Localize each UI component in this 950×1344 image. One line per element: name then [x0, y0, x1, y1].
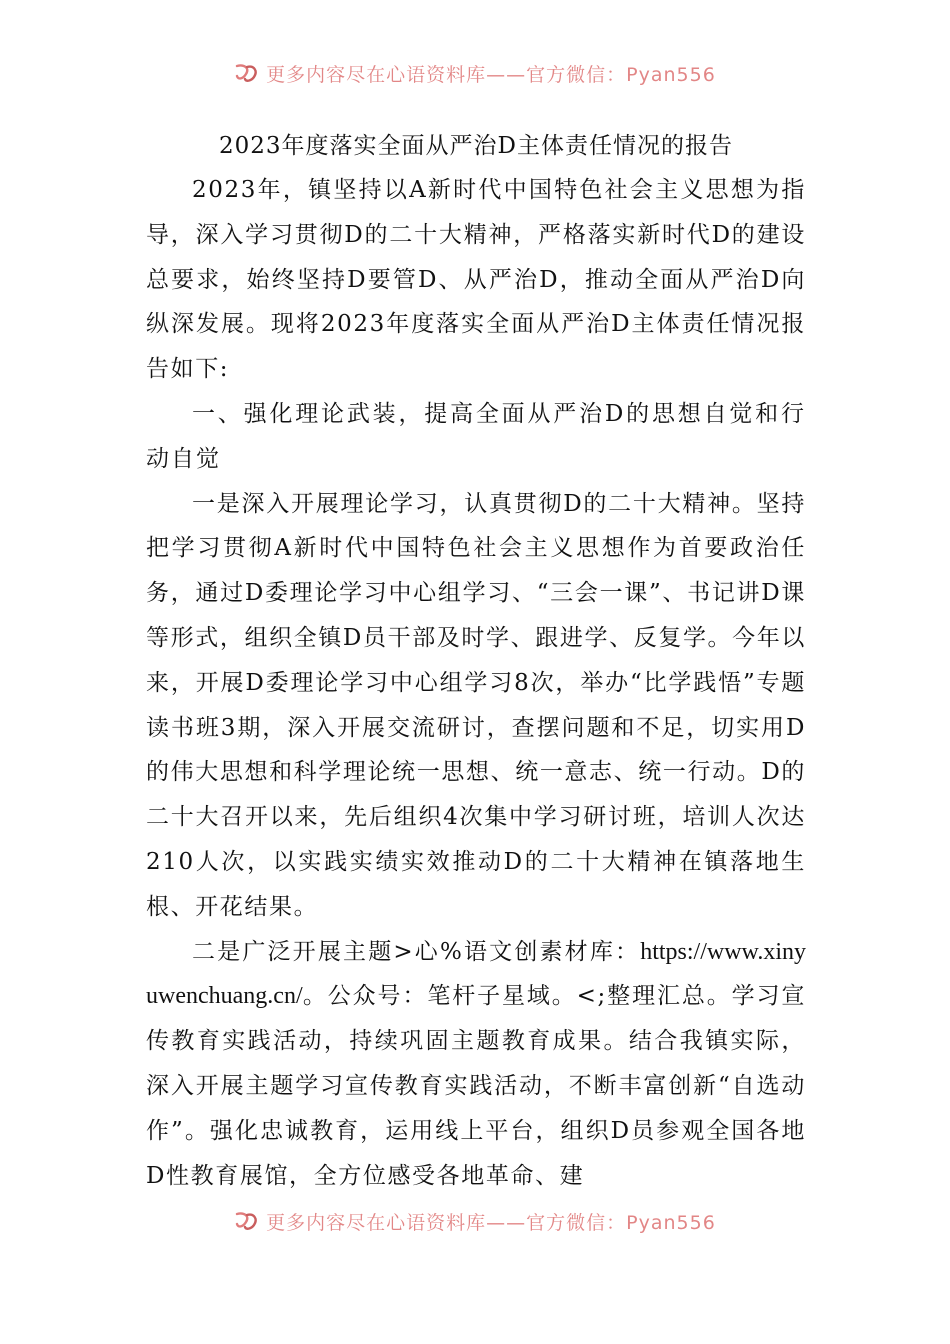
website-link[interactable]: https://www.xinyuwenchuang.cn/ [146, 938, 806, 1010]
document-title: 2023年度落实全面从严治D主体责任情况的报告 [219, 133, 733, 159]
logo-icon [234, 1210, 260, 1232]
document-body [146, 124, 806, 1198]
footer-watermark [0, 1206, 950, 1236]
watermark-text: 更多内容尽在心语资料库——官方微信：Pyan556 [266, 63, 716, 86]
watermark-text: 更多内容尽在心语资料库——官方微信：Pyan556 [266, 1211, 716, 1234]
paragraph-suffix: 。公众号：笔杆子星域。<;整理汇总。学习宣传教育实践活动，持续巩固主题教育成果。结合我镇实际，深入开展主题学习宣传教育实践活动，不断丰富创新“自选动作”。强化忠诚教育，运用线上平台，组织D员参观全国各地D性教育展馆，全方位感受各地革命、建 [146, 983, 806, 1189]
section-heading: 一、强化理论武装，提高全面从严治D的思想自觉和行动自觉 [146, 400, 806, 472]
paragraph-prefix: 二是广泛开展主题>心%语文创素材库： [192, 938, 641, 965]
header-watermark [0, 58, 950, 88]
intro-paragraph: 2023年，镇坚持以A新时代中国特色社会主义思想为指导，深入学习贯彻D的二十大精神，严格落实新时代D的建设总要求，始终坚持D要管D、从严治D，推动全面从严治D向纵深发展。现将2023年度落实全面从严治D主体责任情况报告如下: [146, 177, 806, 383]
body-paragraph-continued [146, 930, 806, 1199]
body-paragraph: 一是深入开展理论学习，认真贯彻D的二十大精神。坚持把学习贯彻A新时代中国特色社会主义思想作为首要政治任务，通过D委理论学习中心组学习、“三会一课”、书记讲D课等形式，组织全镇D员干部及时学、跟进学、反复学。今年以来，开展D委理论学习中心组学习8次，举办“比学践悟”专题读书班3期，深入开展交流研讨，查摆问题和不足，切实用D的伟大思想和科学理论统一思想、统一意志、统一行动。D的二十大召开以来，先后组织4次集中学习研讨班，培训人次达210人次，以实践实绩实效推动D的二十大精神在镇落地生根、开花结果。 [146, 490, 806, 920]
logo-icon [234, 62, 260, 84]
